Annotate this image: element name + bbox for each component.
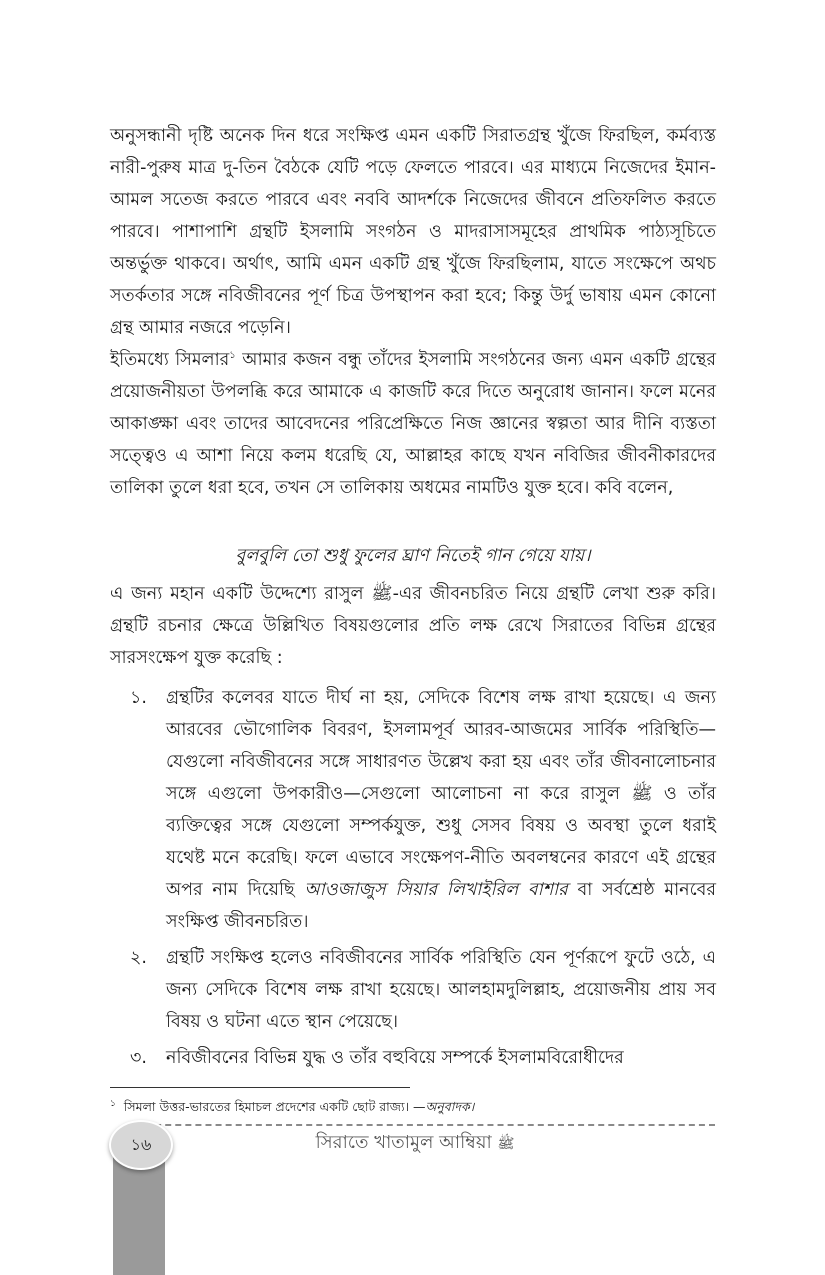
list-text-start: গ্রন্থটির কলেবর যাতে দীর্ঘ না হয়, সেদিকে বিশেষ লক্ষ রাখা হয়েছে। এ জন্য আরবের ভৌগোলিক বিবরণ, ইসলামপূর্ব আরব-আজমের সার্বিক পরিস্থিতি—যেগুলো নবিজীবনের সঙ্গে সাধারণত উল্লেখ করা হয় এবং তাঁর জীবনালোচনার সঙ্গে এগুলো উপকারীও—সেগুলো আলোচনা না করে রাসুল ﷺ ও তাঁর ব্যক্তিত্বের সঙ্গে যেগুলো সম্পর্কযুক্ত, শুধু সেসব বিষয় ও অবস্থা তুলে ধরাই যথেষ্ট মনে করেছি। ফলে এভাবে সংক্ষেপণ-নীতি অবলম্বনের কারণে এই গ্রন্থের অপর নাম দিয়েছি [166,688,717,900]
paragraph-request-start: ইতিমধ্যে সিমলার [110,350,230,370]
footnote-reference: ১ [229,350,236,362]
alternate-title: আওজাজুস সিয়ার লিখাইরিল বাশার [304,880,568,900]
list-text: নবিজীবনের বিভিন্ন যুদ্ধ ও তাঁর বহুবিয়ে সম্পর্কে ইসলামবিরোধীদের [166,1048,624,1068]
salawat-symbol: ﷺ [497,1136,515,1152]
list-number: ৩. [130,1048,147,1068]
list-number: ২. [130,948,147,968]
footnote [110,1094,716,1117]
footnote-credit: অনুবাদক। [425,1099,475,1115]
page-number: ১৬ [130,1134,152,1154]
footnote-text: সিমলা উত্তর-ভারতের হিমাচল প্রদেশের একটি ছোট রাজ্য। — [123,1099,426,1115]
paragraph-request [110,344,716,504]
list-text-end: বা সর্বশ্রেষ্ঠ মানবের সংক্ষিপ্ত জীবনচরিত। [166,880,717,932]
list-number: ১. [130,688,147,708]
poetry-quote: বুলবুলি তো শুধু ফুলের ঘ্রাণ নিতেই গান গেয়ে যায়। [235,546,591,566]
list-text: গ্রন্থটি সংক্ষিপ্ত হলেও নবিজীবনের সার্বিক পরিস্থিতি যেন পূর্ণরূপে ফুটে ওঠে, এ জন্য সেদিকে বিশেষ লক্ষ রাখা হয়েছে। আলহামদুলিল্লাহ, প্রয়োজনীয় প্রায় সব বিষয় ও ঘটনা এতে স্থান পেয়েছে। [166,948,716,1032]
paragraph-purpose: এ জন্য মহান একটি উদ্দেশ্যে রাসুল ﷺ-এর জীবনচরিত নিয়ে গ্রন্থটি লেখা শুরু করি। গ্রন্থটি রচনার ক্ষেত্রে উল্লিখিত বিষয়গুলোর প্রতি লক্ষ রেখে সিরাতের বিভিন্ন গ্রন্থের সারসংক্ষেপ যুক্ত করেছি : [110,584,716,668]
book-title: সিরাতে খাতামুল আম্বিয়া [315,1132,492,1153]
footer-dashed-divider [135,1124,715,1126]
paragraph-request-rest: আমার কজন বন্ধু তাঁদের ইসলামি সংগঠনের জন্য এমন একটি গ্রন্থের প্রয়োজনীয়তা উপলব্ধি করে আমাকে এ কাজটি করে দিতে অনুরোধ জানান। ফলে মনের আকাঙ্ক্ষা এবং তাদের আবেদনের পরিপ্রেক্ষিতে নিজ জ্ঞানের স্বল্পতা আর দীনি ব্যস্ততা সত্ত্বেও এ আশা নিয়ে কলম ধরেছি যে, আল্লাহর কাছে যখন নবিজির জীবনীকারদের তালিকা তুলে ধরা হবে, তখন সে তালিকায় অধমের নামটিও যুক্ত হবে। কবি বলেন, [110,350,716,498]
list-text [166,682,716,938]
paragraph-intro: অনুসন্ধানী দৃষ্টি অনেক দিন ধরে সংক্ষিপ্ত এমন একটি সিরাতগ্রন্থ খুঁজে ফিরছিল, কর্মব্যস্ত নারী-পুরুষ মাত্র দু-তিন বৈঠকে যেটি পড়ে ফেলতে পারবে। এর মাধ্যমে নিজেদের ইমান-আমল সতেজ করতে পারবে এবং নববি আদর্শকে নিজেদের জীবনে প্রতিফলিত করতে পারবে। পাশাপাশি গ্রন্থটি ইসলামি সংগঠন ও মাদরাসাসমূহের প্রাথমিক পাঠ্যসূচিতে অন্তর্ভুক্ত থাকবে। অর্থাৎ, আমি এমন একটি গ্রন্থ খুঁজে ফিরছিলাম, যাতে সংক্ষেপে অথচ সতর্কতার সঙ্গে নবিজীবনের পূর্ণ চিত্র উপস্থাপন করা হবে; কিন্তু উর্দু ভাষায় এমন কোনো গ্রন্থ আমার নজরে পড়েনি। [110,126,716,338]
page-number-badge [109,1120,173,1170]
footnote-mark: ১ [110,1099,116,1109]
running-title [300,1128,530,1159]
footnote-divider [110,1087,410,1088]
